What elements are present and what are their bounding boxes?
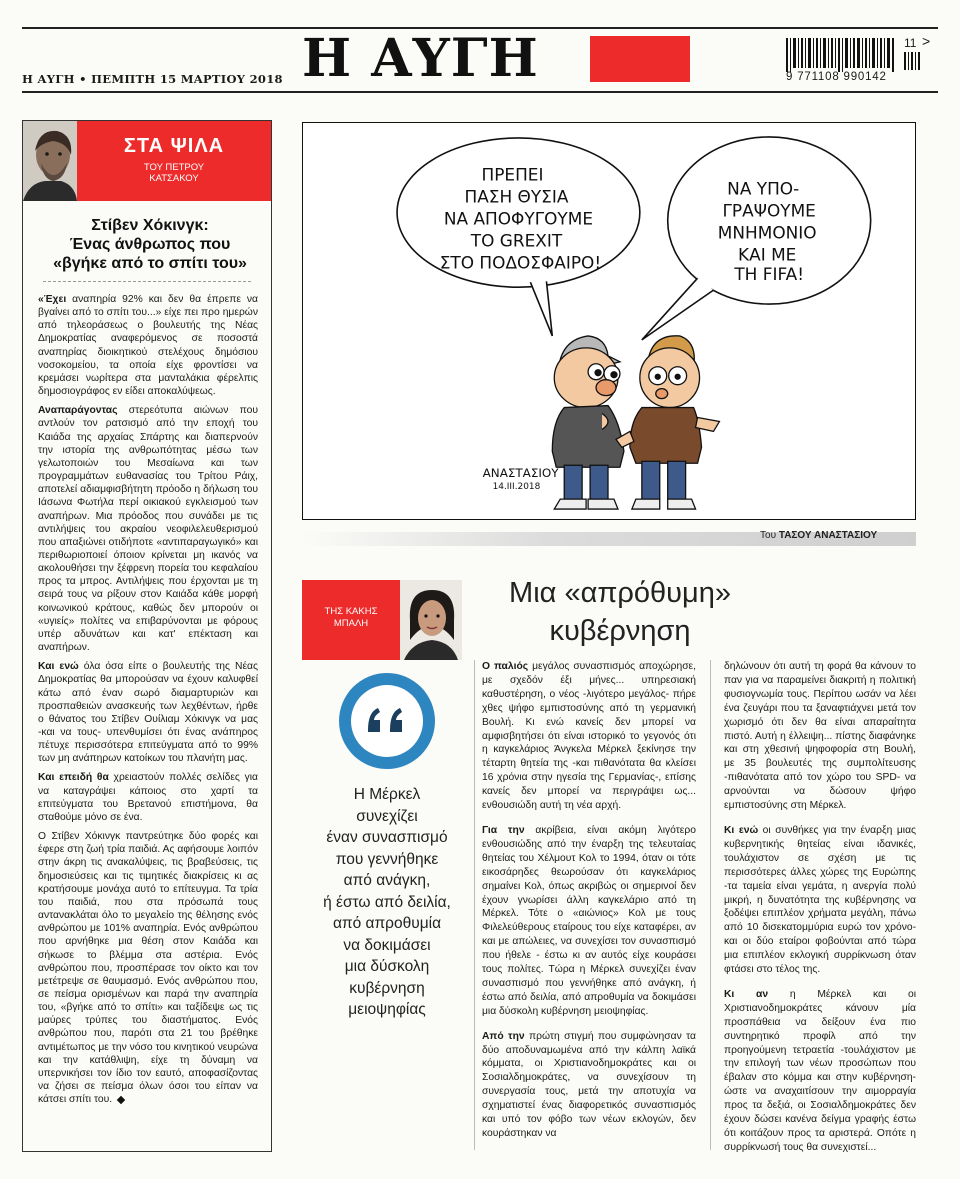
paragraph xyxy=(724,824,916,977)
paragraph-lead: Και ενώ xyxy=(38,661,79,673)
pullquote-line: που γεννήθηκε xyxy=(335,850,439,868)
quote-marks-icon xyxy=(338,672,436,770)
pullquote-line: μια δύσκολη xyxy=(344,958,430,975)
column-author xyxy=(77,162,271,184)
bubble-line: ΤΟ GREXIT xyxy=(470,230,563,251)
bubble-line: ΚΑΙ ΜΕ xyxy=(738,244,797,265)
column-sta-psila xyxy=(22,120,272,1152)
paragraph-lead: Για την xyxy=(482,824,525,836)
column-banner xyxy=(77,121,271,201)
column-divider xyxy=(710,660,711,1150)
author-line: ΚΑΤΣΑΚΟΥ xyxy=(149,173,199,184)
paragraph-text: μεγάλος συνασπισμός αποχώρησε, με σχεδόν έξι μήνες... υπηρεσιακή καθυστέρηση, ο νέος -λιγότερο μεγάλος- πήρε χθες ψήφο εμπιστοσύνης από τη γερμανική Βουλή. Κι ενώ κανείς δεν μπορεί να αμφισβητήσει ότι είναι ιστορικό το γεγονός ότι η καγκελάριος Άνγκελα Μέρκελ ξεκίνησε την τέταρτη θητεία της -και πιθανότατα θα κλείσει 16 χρόνια στην ηγεσία της Γερμανίας-, επίσης κανείς δεν μπορεί να περιγράψει ως... ενθουσιώδη αυτή τη νέα αρχή. xyxy=(482,661,697,812)
bubble-line: ΜΝΗΜΟΝΙΟ xyxy=(717,222,817,243)
paragraph-text: αναπηρία 92% και δεν θα έπρεπε να βγαίνει από το σπίτι του...» είχε πει προ ημερών από τηλεοράσεως ο βουλευτής της Νέας Δημοκρατίας αναφερόμενος σε ποσοστά αναπηρίας διοικητικού στελέχους δημόσιου νοσοκομείου, τα οποία είχε φροντίσει να κρεμάσει νωρίτερα στα μανταλάκια φέρελπις δημοσιογράφος εν είδει αποκαλύψεως. xyxy=(38,294,258,398)
pullquote-line: μειοψηφίας xyxy=(348,1001,426,1018)
paragraph-text: όλα όσα είπε ο βουλευτής της Νέας Δημοκρατίας θα μπορούσαν να έχουν καλυφθεί κάτω από έναν σωρό διαμαρτυριών και προσπαθειών ανασκευής των λεχθέντων, ήρθε ο θάνατος του Στίβεν Ουίλιαμ Χόκινγκ να μας -και να τους- υπενθυμίσει ότι ένας ανάπηρος πέτυχε περισσότερα επιτεύγματα από το 99% των μη ανάπηρων κατοίκων του πλανήτη μας. xyxy=(38,661,258,765)
bubble-line: ΝΑ ΥΠΟ- xyxy=(727,178,800,199)
author-portrait-icon xyxy=(400,580,462,660)
small-barcode-icon xyxy=(904,52,922,70)
paragraph-text: η Μέρκελ και οι Χριστιανοδημοκράτες κάνουν μία προσπάθεια να δείξουν ένα πιο συντηρητικό προφίλ από την προηγούμενη τετραετία -τουλάχιστον με την επιλογή των νέων προσώπων που έβαλαν στο κόμμα και στην κυβέρνηση- ώστε να αναχαιτίσουν την αιμορραγία προς τα δεξιά, οι Σοσιαλδημοκράτες δεν έχουν δώσει κανένα δείγμα γραφής έστω ότι κοιτάζουν προς τα αριστερά. Οπότε η συρρίκνωσή τους θα συνεχιστεί... xyxy=(724,988,916,1153)
bubble-line: ΓΡΑΨΟΥΜΕ xyxy=(722,200,816,221)
paragraph-lead: Ο παλιός xyxy=(482,661,529,672)
column-header xyxy=(23,121,271,201)
paragraph xyxy=(38,660,258,765)
pullquote-line: από ανάγκη, xyxy=(343,872,431,889)
barcode-icon xyxy=(786,38,896,72)
paragraph-lead: Κι ενώ xyxy=(724,824,759,836)
paragraph-text: Ο Στίβεν Χόκινγκ παντρεύτηκε δύο φορές και έφερε στη ζωή τρία παιδιά. Ας αφήσουμε λοιπόν στην άκρη τις ανακαλύψεις, τις βραβεύσεις, τις δημοσιεύσεις και τις τιμητικές διακρίσεις κι ας κρατήσουμε μονάχα αυτό το επίτευγμα. Τα τρία του παιδιά, που στα πρόσωπά τους αντανακλάται όλο το μεγαλείο της θέλησης ενός ανθρώπου με 101% αναπηρία. Ενός ανθρώπου που αρνήθηκε μια θέση στον Καιάδα και σήκωσε το βλέμμα στα αστέρια. Ενός ανθρώπου που, προσπέρασε τον οίκτο και τον μετέτρεψε σε θαυμασμό. Ενός ανθρώπου που, σε πείσμα ορισμένων και παρά την αναπηρία του, «βγήκε από το σπίτι» και ταξίδεψε ως τις μαύρες τρύπες του διαστήματος. Ενός ανθρώπου που, παρότι στα 21 του βρέθηκε αντιμέτωπος με την νόσο του κινητικού νευρώνα και την κατάθλιψη, είχε τη δύναμη να υπερνικήσει τον ίδιο τον εαυτό, αποφασίζοντας να ζήσει σε πείσμα όλων όσοι του είπαν να κάτσει σπίτι του. xyxy=(38,831,258,1106)
paragraph-text: χρειαστούν πολλές σελίδες για να καταγράψει κάποιος στο χαρτί τα επιτεύγματα του Βρετανού επιστήμονα, θα σταθούμε μόνο σε ένα. xyxy=(38,772,259,823)
bubble-line: ΤΗ FIFA! xyxy=(734,264,805,285)
paragraph-lead: Κι αν xyxy=(724,988,769,1000)
pullquote-line: ή έστω από δειλία, xyxy=(323,893,451,911)
column-title: ΣΤΑ ΨΙΛΑ xyxy=(123,135,225,157)
author-portrait-icon xyxy=(23,121,77,201)
author-banner xyxy=(302,580,400,660)
barcode-number: 9 771108 990142 xyxy=(786,71,887,83)
column-divider xyxy=(474,660,475,1150)
pullquote-line: συνεχίζει xyxy=(356,807,418,825)
article-column-2 xyxy=(724,660,916,1166)
paragraph-lead: Από την xyxy=(482,1030,525,1042)
paragraph-lead: Αναπαράγοντας xyxy=(38,405,118,417)
pullquote-line: κυβέρνηση xyxy=(349,979,425,997)
credit-name: ΤΑΣΟΥ ΑΝΑΣΤΑΣΙΟΥ xyxy=(778,530,878,541)
credit-prefix: Του xyxy=(760,530,779,541)
article-title xyxy=(470,574,770,650)
headline-line: «βγήκε από το σπίτι του» xyxy=(53,255,247,272)
dateline: Η ΑΥΓΗ • ΠΕΜΠΤΗ 15 ΜΑΡΤΙΟΥ 2018 xyxy=(22,72,283,86)
author-photo-petros xyxy=(23,121,77,201)
pullquote-line: να δοκιμάσει xyxy=(343,936,431,954)
title-line: Μια «απρόθυμη» xyxy=(509,577,731,609)
paragraph-text: ακρίβεια, είναι ακόμη λιγότερο ενθουσιώδης από την έναρξη της τελευταίας θητείας του Χέλμουτ Κολ το 1994, όταν οι τότε εικοσάρηδες θεωρούσαν ότι καγκελάριος σημαίνει Κολ, όπως ακριβώς οι σημερινοί δεν έχουν γνωρίσει άλλη καγκελάριο από τη Μέρκελ. Τότε ο «αιώνιος» Κολ με τους Φιλελεύθερους εταίρους του είχε καταφέρει, αν και με απώλειες, να συνεχίσει τον συνασπισμό που ήθελε - έστω κι αν αυτός είχε κουράσει τους πολίτες. Τώρα η Μέρκελ συνεχίζει έναν συνασπισμό που γεννήθηκε από ανάγκη, ή έστω από δειλία, από απροθυμία να δοκιμάσει μια δύσκολη κυβέρνηση μειοψηφίας. xyxy=(482,824,696,1017)
cartoon-drawing xyxy=(303,123,915,519)
masthead-rule xyxy=(22,91,938,93)
paragraph xyxy=(38,404,258,654)
masthead xyxy=(0,0,960,100)
pullquote-line: Η Μέρκελ xyxy=(353,786,421,803)
paragraph-lead: Και επειδή θα xyxy=(38,772,109,784)
title-line: κυβέρνηση xyxy=(549,615,691,647)
author-line: ΤΟΥ ΠΕΤΡΟΥ xyxy=(143,162,205,173)
article-author-box xyxy=(302,580,462,660)
paragraph xyxy=(38,771,258,824)
author-photo-kaki xyxy=(400,580,462,660)
headline-line: Ένας άνθρωπος που xyxy=(69,236,231,253)
paragraph-text: πρώτη στιγμή που συμφώνησαν τα δύο αποδυναμωμένα από την κάλπη λαϊκά κόμματα, οι Χριστιανοδημοκράτες και οι Σοσιαλδημοκράτες, να συνεχίσουν τη συνεργασία τους, μετά την αποτυχία να σχηματιστεί ένας διαφορετικός συνασπισμός και υπό τον φόβο των νέων εκλογών, δεν κουράστηκαν να xyxy=(482,1030,696,1139)
paragraph xyxy=(482,1030,696,1141)
paragraph xyxy=(38,293,258,398)
paragraph xyxy=(482,660,696,813)
author-line: ΤΗΣ ΚΑΚΗΣ xyxy=(324,606,378,617)
page-arrow-icon: > xyxy=(922,33,931,49)
pullquote-line: έναν συνασπισμό xyxy=(326,829,448,846)
column-headline xyxy=(45,216,255,273)
paragraph-text: οι συνθήκες για την έναρξη μιας κυβερνητικής θητείας είναι ιδανικές, τουλάχιστον σε σχέση με τις περισσότερες άλλες χώρες της Ευρώπης -τα ταμεία είναι γεμάτα, η ανεργία πολύ μικρή, η δυνατότητα της κυβέρνησης να ξοδέψει επιπλέον χρήματα μεγάλη, πάνω από 10 δισεκατομμύρια ευρώ τον χρόνο- και οι δύο εταίροι φοβούνται από τώρα μια επιπλέον εκλογική συρρίκνωση όταν φτάσει στο τέλος της. xyxy=(724,824,916,976)
paragraph-text: στερεότυπα αιώνων που αντλούν τον ρατσισμό από την εποχή του Καιάδα της αρχαίας Σπάρτης και διαπερνούν την ιστορία της ανθρωπότητας μέσω των γελωτοποιών του Μεσαίωνα και των προγραμμάτων ευθανασίας του Τρίτου Ράιχ, αποτελεί αδιαμφισβήτητη πρόοδο η δήλωση του Ιάσωνα Φωτήλα περί οικιακού εγκλεισμού των αναπήρων. Μια πρόοδος που συνάδει με τις αντιλήψεις του ακραίου νεοφιλελευθερισμού που απαξιώνει οτιδήποτε «αντιπαραγωγικό» και περιθωριοποιεί όποιον κρίνεται μη ικανός να ακολουθήσει την ξέφρενη πορεία του κεφαλαίου προς τα μπρος. Αντιλήψεις που έρχονται με τη σειρά τους να ρίξουν στον Καιάδα κάθε μορφή κοινωνικού κράτους, καθώς δεν μπορούν οι «υγιείς» πολίτες να επιβαρύνονται με φόρους υπέρ αδυνάτων και κατ' επέκταση και αναπήρων. xyxy=(38,405,258,654)
cartoon-credit xyxy=(760,530,877,541)
headline-line: Στίβεν Χόκινγκ: xyxy=(91,217,209,234)
article-column-1 xyxy=(482,660,696,1152)
bubble-line: ΠΑΣΗ ΘΥΣΙΑ xyxy=(464,186,569,207)
author-line: ΜΠΑΛΗ xyxy=(333,618,369,629)
logo-red-block xyxy=(590,36,690,82)
paragraph xyxy=(724,988,916,1155)
bubble-line: ΝΑ ΑΠΟΦΥΓΟΥΜΕ xyxy=(443,208,594,229)
signature-line: ΑΝΑΣΤΑΣΙΟΥ xyxy=(482,466,559,481)
paragraph-lead: «Έχει xyxy=(38,294,67,305)
headline-divider xyxy=(43,281,251,282)
page-number: 11 xyxy=(904,36,917,50)
pullquote-line: από απροθυμία xyxy=(332,915,442,932)
column-body xyxy=(38,293,258,1112)
signature-line: 14.III.2018 xyxy=(492,482,541,493)
end-of-article-icon xyxy=(117,1095,125,1103)
paragraph xyxy=(38,830,258,1106)
pullquote-text xyxy=(302,784,472,1021)
bubble-line: ΠΡΕΠΕΙ xyxy=(481,164,544,185)
paragraph xyxy=(482,824,696,1019)
newspaper-logo: Η ΑΥΓΗ xyxy=(302,28,539,89)
paragraph-text: δηλώνουν ότι αυτή τη φορά θα κάνουν το παν για να παραμείνει διακριτή η πολιτική φυσιογνωμία τους. Περίπου ωσάν να λέει ένα ζευγάρι που τα ξαναφτιάχνει μετά τον χωρισμό ότι δεν θα είναι απαραίτητα πιστό. Αυτή η έλλειψη... πίστης διαφάνηκε και στη χθεσινή ψηφοφορία στη Βουλή, με 35 βουλευτές της συμπολίτευσης -πιθανότατα από τον χώρο του SPD- να αρνούνται να δώσουν ψήφο εμπιστοσύνης στη Μέρκελ. xyxy=(724,661,916,812)
cartoon xyxy=(302,122,916,520)
paragraph xyxy=(724,660,916,813)
pullquote xyxy=(302,672,472,1132)
bubble-line: ΣΤΟ ΠΟΔΟΣΦΑΙΡΟ! xyxy=(439,252,602,273)
